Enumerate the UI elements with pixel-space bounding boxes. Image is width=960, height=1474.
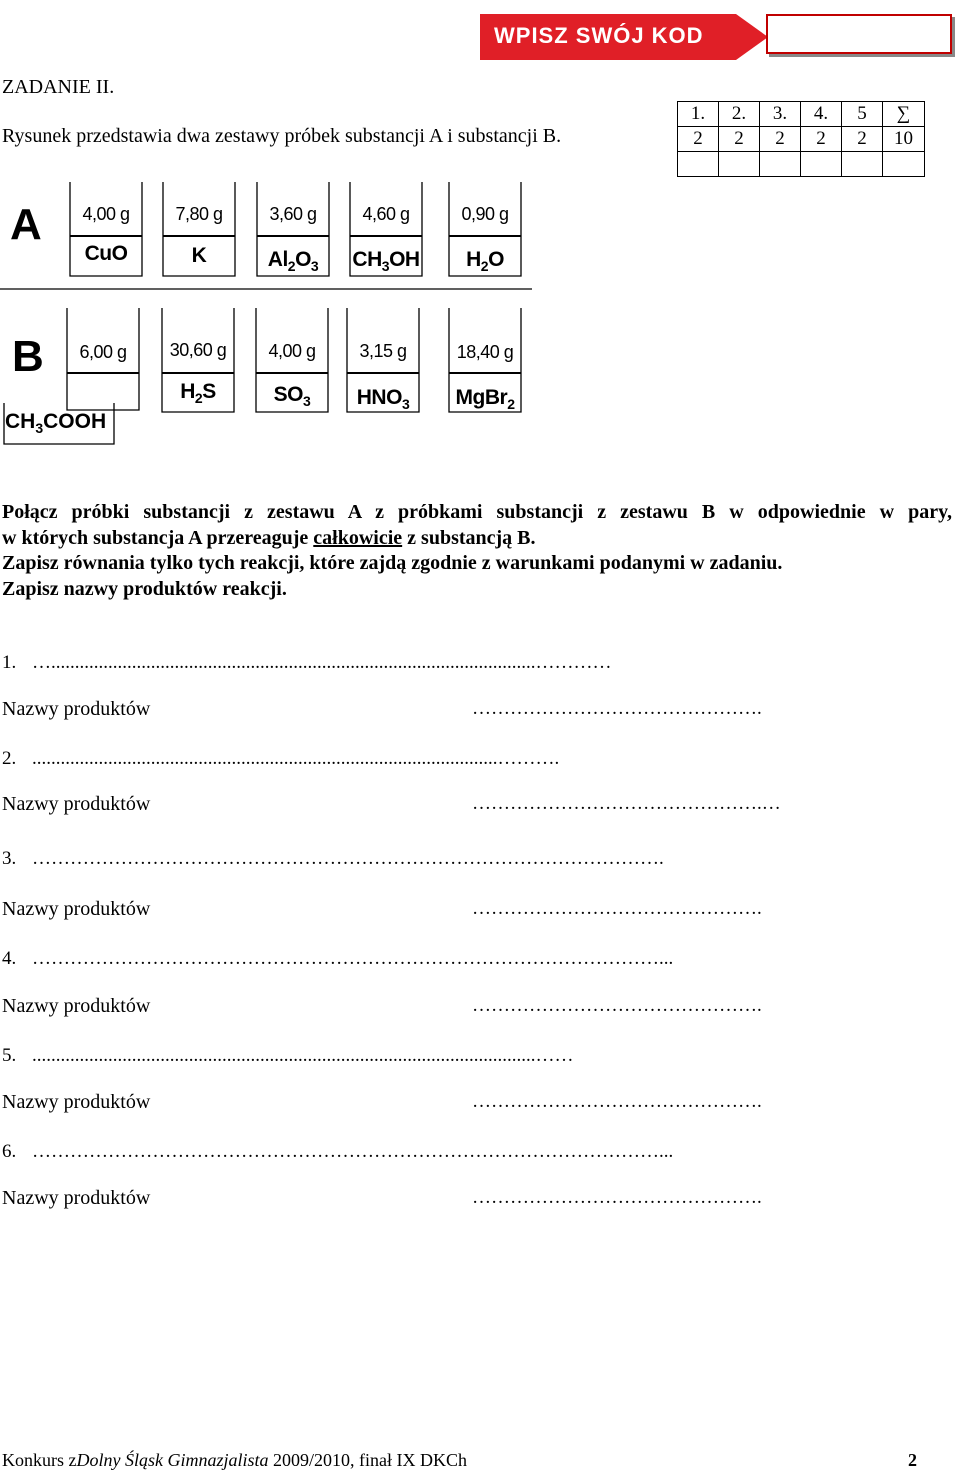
products-line[interactable]: ………………………………………. <box>472 698 762 719</box>
sample-formula: MgBr$_2$ <box>455 386 515 412</box>
set-a-label: A <box>10 200 42 249</box>
sample-mass: 0,90 g <box>461 204 509 224</box>
sample-mass: 30,60 g <box>169 340 227 360</box>
task-intro: Rysunek przedstawia dwa zestawy próbek substancji A i substancji B. <box>2 125 562 147</box>
page-number: 2 <box>908 1450 917 1470</box>
answer-number: 4. <box>2 948 17 969</box>
samples-figure <box>0 178 540 453</box>
score-max-sum: 10 <box>883 127 925 152</box>
task-title: ZADANIE II. <box>2 76 115 98</box>
answer-line[interactable]: ………………………………………………………………………………………... <box>32 1141 674 1162</box>
code-label-banner <box>480 14 768 60</box>
sample-mass: 4,60 g <box>362 204 410 224</box>
sample-mass: 18,40 g <box>456 342 514 362</box>
page-footer: Konkurs zDolny Śląsk Gimnazjalista 2009/2010, finał IX DKCh <box>2 1450 467 1470</box>
instruction-line: Połącz próbki substancji z zestawu A z próbkami substancji z zestawu B w odpowiednie w pary, <box>2 501 952 523</box>
sample-formula: $H_2S$ <box>180 380 216 406</box>
score-max-cell: 2 <box>719 127 760 152</box>
products-label: Nazwy produktów <box>2 1091 151 1113</box>
answer-number: 2. <box>2 748 17 769</box>
sample-mass: 6,00 g <box>79 342 127 362</box>
products-line[interactable]: ………………………………………. <box>472 1187 762 1208</box>
sample-mass: 3,60 g <box>269 204 317 224</box>
score-header-row <box>678 102 925 127</box>
answer-line[interactable]: ………………………………………………………………………………………. <box>32 848 664 869</box>
sample-mass: 3,15 g <box>359 341 407 361</box>
score-table <box>677 101 925 177</box>
code-label: WPISZ SWÓJ KOD <box>494 23 704 48</box>
answer-number: 5. <box>2 1045 17 1066</box>
score-header-cell: 3. <box>760 102 801 127</box>
products-label: Nazwy produktów <box>2 793 151 815</box>
task-instructions <box>2 500 952 602</box>
instruction-line: Zapisz nazwy produktów reakcji. <box>2 577 287 600</box>
products-label: Nazwy produktów <box>2 995 151 1017</box>
score-max-cell: 2 <box>760 127 801 152</box>
score-max-cell: 2 <box>801 127 842 152</box>
score-earned-cell[interactable] <box>801 152 842 177</box>
score-header-cell: 5 <box>842 102 883 127</box>
sample-mass: 4,00 g <box>82 204 130 224</box>
products-line[interactable]: ………………………………………. <box>472 898 762 919</box>
score-earned-sum[interactable] <box>883 152 925 177</box>
sample-mass: 4,00 g <box>268 341 316 361</box>
score-earned-cell[interactable] <box>719 152 760 177</box>
instruction-line: w których substancja A przereaguje całkowicie z substancją B. <box>2 526 536 549</box>
answer-line[interactable]: ..........................................................................................................…… <box>32 1045 574 1066</box>
score-header-cell: 2. <box>719 102 760 127</box>
code-input-box[interactable] <box>766 14 952 54</box>
instruction-line: Zapisz równania tylko tych reakcji, które zajdą zgodnie z warunkami podanymi w zadaniu. <box>2 552 783 574</box>
answer-number: 6. <box>2 1141 17 1162</box>
score-max-row <box>678 127 925 152</box>
score-earned-cell[interactable] <box>678 152 719 177</box>
score-header-cell: 1. <box>678 102 719 127</box>
sample-formula: $SO_3$ <box>273 383 311 409</box>
sample-formula: K <box>191 244 207 267</box>
products-label: Nazwy produktów <box>2 1187 151 1209</box>
answer-line[interactable]: ………………………………………………………………………………………... <box>32 948 674 969</box>
answer-number: 3. <box>2 848 17 869</box>
score-earned-row <box>678 152 925 177</box>
sample-formula: $Al_2O_3$ <box>267 248 319 274</box>
answer-line[interactable]: ..................................................................................................………. <box>32 748 560 769</box>
products-label: Nazwy produktów <box>2 698 151 720</box>
sample-formula: $CH_3COOH$ <box>5 410 107 436</box>
sample-mass: 7,80 g <box>175 204 223 224</box>
products-line[interactable]: ………………………………………. <box>472 995 762 1016</box>
score-header-sum: ∑ <box>883 102 925 127</box>
score-earned-cell[interactable] <box>842 152 883 177</box>
set-b-label: B <box>12 332 44 381</box>
sample-formula: $HNO_3$ <box>356 386 410 412</box>
answer-number: 1. <box>2 652 17 673</box>
sample-formula: $CH_3OH$ <box>352 248 420 274</box>
sample-formula: CuO <box>84 242 128 265</box>
score-earned-cell[interactable] <box>760 152 801 177</box>
score-header-cell: 4. <box>801 102 842 127</box>
products-line[interactable]: ……………………………………….… <box>472 793 781 814</box>
score-max-cell: 2 <box>842 127 883 152</box>
sample-formula: $H_2O$ <box>466 248 504 274</box>
products-line[interactable]: ………………………………………. <box>472 1091 762 1112</box>
products-label: Nazwy produktów <box>2 898 151 920</box>
score-max-cell: 2 <box>678 127 719 152</box>
answer-line[interactable]: …......................................................................................................………… <box>32 652 612 673</box>
